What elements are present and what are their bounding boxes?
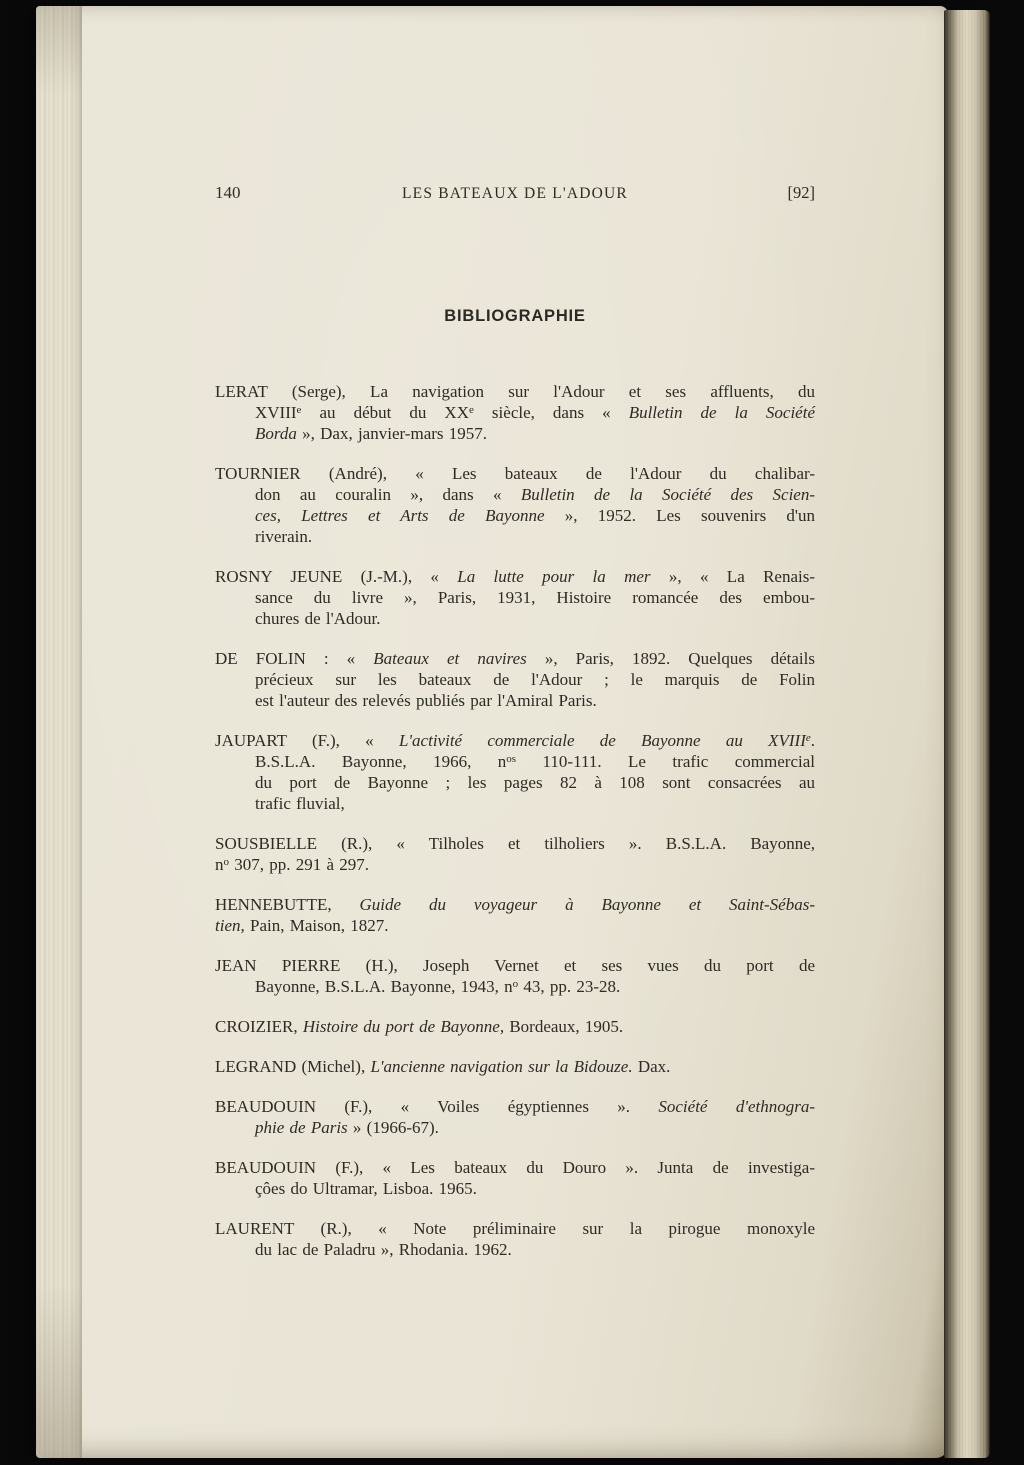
work-title-text: Bulletin de la Société xyxy=(628,403,815,422)
bibliography-line xyxy=(215,751,815,772)
bibliography-line xyxy=(215,730,815,751)
entry-text: . xyxy=(810,731,816,750)
work-title-text: Société d'ethnogra- xyxy=(658,1097,816,1116)
work-title-text: Bateaux et navires xyxy=(373,649,527,668)
entry-text: sance du livre », Paris, 1931, Histoire romancée des embou- xyxy=(255,588,815,607)
entry-text: siècle, dans « xyxy=(473,403,629,422)
bibliography-line xyxy=(215,423,815,444)
entry-text: Pain, Maison, 1827. xyxy=(244,916,389,935)
book-page xyxy=(36,6,948,1458)
section-title: BIBLIOGRAPHIE xyxy=(444,307,586,325)
entry-text: précieux sur les bateaux de l'Adour ; le marquis de Folin xyxy=(255,670,815,689)
bibliography-line xyxy=(215,1218,815,1239)
bibliography-entry xyxy=(215,1218,815,1260)
bibliography-line xyxy=(215,648,815,669)
bibliography-entry xyxy=(215,648,815,711)
entry-text: e xyxy=(296,404,302,416)
bibliography-entry xyxy=(215,894,815,936)
entry-text: SOUSBIELLE (R.), « Tilholes et tilholiers ». B.S.L.A. Bayonne, xyxy=(215,834,815,853)
work-title-text: La lutte pour la mer xyxy=(457,567,651,586)
entry-text: LEGRAND (Michel), xyxy=(215,1057,371,1076)
entry-text: LERAT (Serge), La navigation sur l'Adour et ses affluents, du xyxy=(215,382,815,401)
bibliography-line xyxy=(215,1056,815,1077)
adjacent-page-edge xyxy=(944,10,990,1458)
bibliography-line xyxy=(215,915,815,936)
bibliography-line xyxy=(215,1157,815,1178)
bibliography-entry xyxy=(215,955,815,997)
entry-text: DE FOLIN : « xyxy=(215,649,374,668)
page-header xyxy=(215,183,815,203)
bibliography-line xyxy=(215,1096,815,1117)
entry-text: du lac de Paladru », Rhodania. 1962. xyxy=(255,1240,512,1259)
bibliography-list xyxy=(215,381,815,1279)
work-title-text: e xyxy=(805,732,811,744)
bibliography-entry xyxy=(215,1096,815,1138)
entry-text: Bordeaux, 1905. xyxy=(504,1017,624,1036)
bibliography-line xyxy=(215,690,815,711)
bibliography-line xyxy=(215,1178,815,1199)
entry-text: XVIII xyxy=(255,403,297,422)
entry-text: çôes do Ultramar, Lisboa. 1965. xyxy=(255,1179,477,1198)
work-title-text: Histoire du port de Bayonne, xyxy=(302,1017,505,1036)
entry-text: Bayonne, B.S.L.A. Bayonne, 1943, n xyxy=(255,977,513,996)
entry-text: » (1966-67). xyxy=(347,1118,439,1137)
page-number: 140 xyxy=(215,183,241,202)
work-title-text: tien, xyxy=(215,916,245,935)
entry-text: 110-111. Le trafic commercial xyxy=(516,752,815,771)
bibliography-line xyxy=(215,955,815,976)
entry-text: BEAUDOUIN (F.), « Voiles égyptiennes ». xyxy=(215,1097,659,1116)
entry-text: ROSNY JEUNE (J.-M.), « xyxy=(215,567,458,586)
entry-text: CROIZIER, xyxy=(215,1017,303,1036)
entry-text: JEAN PIERRE (H.), Joseph Vernet et ses vues du port de xyxy=(215,956,815,975)
bibliography-line xyxy=(215,833,815,854)
bibliography-line xyxy=(215,587,815,608)
bracket-folio-number: [92] xyxy=(787,183,815,202)
entry-text: », « La Renais- xyxy=(650,567,815,586)
bibliography-entry xyxy=(215,566,815,629)
bibliography-entry xyxy=(215,730,815,814)
work-title-text: Guide du voyageur à Bayonne et Saint-Sébas- xyxy=(359,895,815,914)
work-title-text: ces, Lettres et Arts de Bayonne xyxy=(255,506,545,525)
bibliography-line xyxy=(215,669,815,690)
work-title-text: L'ancienne navigation sur la Bidouze. xyxy=(370,1057,633,1076)
entry-text: est l'auteur des relevés publiés par l'Amiral Paris. xyxy=(255,691,597,710)
bibliography-line xyxy=(215,976,815,997)
bibliography-line xyxy=(215,854,815,875)
entry-text: trafic fluvial, xyxy=(255,794,345,813)
entry-text: », 1952. Les souvenirs d'un xyxy=(544,506,815,525)
bibliography-line xyxy=(215,402,815,423)
work-title-text: L'activité commerciale de Bayonne au XVIII xyxy=(398,731,806,750)
bibliography-line xyxy=(215,381,815,402)
entry-text: », Paris, 1892. Quelques détails xyxy=(526,649,815,668)
entry-text: don au couralin », dans « xyxy=(255,485,521,504)
entry-text: BEAUDOUIN (F.), « Les bateaux du Douro ». Junta de investiga- xyxy=(215,1158,815,1177)
entry-text: o xyxy=(512,978,519,990)
entry-text: 307, pp. 291 à 297. xyxy=(229,855,370,874)
entry-text: du port de Bayonne ; les pages 82 à 108 sont consacrées au xyxy=(255,773,815,792)
entry-text: chures de l'Adour. xyxy=(255,609,381,628)
bibliography-line xyxy=(215,463,815,484)
entry-text: Dax. xyxy=(632,1057,671,1076)
bibliography-line xyxy=(215,1016,815,1037)
entry-text: HENNEBUTTE, xyxy=(215,895,360,914)
bibliography-entry xyxy=(215,1157,815,1199)
bibliography-line xyxy=(215,1117,815,1138)
bibliography-line xyxy=(215,608,815,629)
bibliography-line xyxy=(215,793,815,814)
page-stack-edge xyxy=(36,6,82,1458)
running-title: LES BATEAUX DE L'ADOUR xyxy=(402,185,628,202)
bibliography-entry xyxy=(215,463,815,547)
bibliography-entry xyxy=(215,1016,815,1037)
bibliography-line xyxy=(215,772,815,793)
entry-text: JAUPART (F.), « xyxy=(215,731,399,750)
entry-text: e xyxy=(469,404,474,416)
work-title-text: Borda xyxy=(255,424,297,443)
bibliography-line xyxy=(215,894,815,915)
entry-text: n xyxy=(215,855,224,874)
entry-text: o xyxy=(223,856,229,868)
entry-text: LAURENT (R.), « Note préliminaire sur la pirogue monoxyle xyxy=(215,1219,815,1238)
bibliography-line xyxy=(215,566,815,587)
work-title-text: Bulletin de la Société des Scien- xyxy=(520,485,816,504)
bibliography-line xyxy=(215,484,815,505)
bibliography-line xyxy=(215,526,815,547)
entry-text: B.S.L.A. Bayonne, 1966, n xyxy=(255,752,507,771)
bibliography-entry xyxy=(215,833,815,875)
entry-text: os xyxy=(506,753,517,765)
entry-text: 43, pp. 23-28. xyxy=(518,977,621,996)
entry-text: », Dax, janvier-mars 1957. xyxy=(296,424,488,443)
entry-text: au début du XX xyxy=(301,403,469,422)
bibliography-line xyxy=(215,505,815,526)
work-title-text: phie de Paris xyxy=(255,1118,348,1137)
entry-text: riverain. xyxy=(255,527,313,546)
bibliography-entry xyxy=(215,381,815,444)
bibliography-entry xyxy=(215,1056,815,1077)
bibliography-line xyxy=(215,1239,815,1260)
entry-text: TOURNIER (André), « Les bateaux de l'Adour du chalibar- xyxy=(215,464,815,483)
